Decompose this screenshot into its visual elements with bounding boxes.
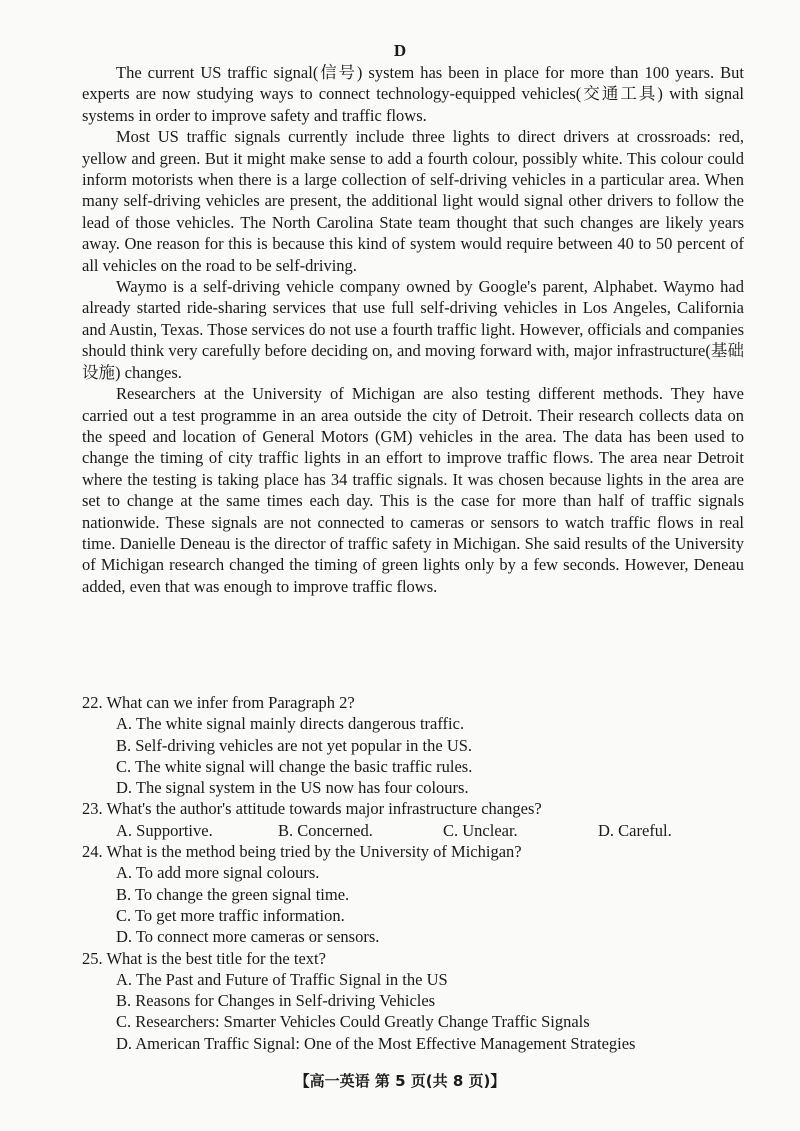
question-24	[82, 841, 762, 947]
option-a: A. To add more signal colours.	[116, 863, 320, 883]
options-row	[116, 820, 762, 841]
option-b: B. Self-driving vehicles are not yet popular in the US.	[116, 735, 473, 755]
question-23	[82, 798, 762, 841]
option-d: D. The signal system in the US now has four colours.	[116, 778, 469, 798]
section-label: D	[393, 41, 407, 60]
passage-paragraph-1: The current US traffic signal(信号) system has been in place for more than 100 years. But experts are now studying ways to connect technology-equipped vehicles(交通工具) with signal systems in order to improve safety and traffic flows.	[82, 63, 744, 125]
option-a: A. The white signal mainly directs dangerous traffic.	[116, 714, 465, 734]
option-b: B. To change the green signal time.	[116, 884, 350, 904]
question-stem: 24. What is the method being tried by the University of Michigan?	[82, 842, 522, 862]
page-footer: 【高一英语 第 5 页(共 8 页)】	[294, 1072, 506, 1090]
option-a: A. Supportive.	[116, 820, 213, 840]
reading-passage	[82, 62, 744, 597]
option-b: B. Concerned.	[278, 820, 373, 840]
question-25	[82, 948, 762, 1054]
passage-paragraph-4: Researchers at the University of Michigan are also testing different methods. They have carried out a test programme in an area outside the city of Detroit. Their research collects data on the speed and location of General Motors (GM) vehicles in the area. The data has been used to change the timing of city traffic lights in an effort to improve traffic flows. The area near Detroit where the testing is taking place has 34 traffic signals. It was chosen because lights in the area are set to change at the same times each day. This is the case for more than half of traffic signals nationwide. These signals are not connected to cameras or sensors to watch traffic flows in real time. Danielle Deneau is the director of traffic safety in Michigan. She said results of the University of Michigan research changed the timing of green lights only by a few seconds. However, Deneau added, even that was enough to improve traffic flows.	[82, 384, 744, 596]
option-b: B. Reasons for Changes in Self-driving Vehicles	[116, 991, 436, 1011]
question-22	[82, 692, 762, 798]
option-d: D. To connect more cameras or sensors.	[116, 927, 380, 947]
question-stem: 23. What's the author's attitude towards major infrastructure changes?	[82, 799, 542, 819]
option-c: C. Unclear.	[443, 820, 518, 840]
option-a: A. The Past and Future of Traffic Signal in the US	[116, 969, 448, 989]
passage-paragraph-2: Most US traffic signals currently include three lights to direct drivers at crossroads: red, yellow and green. But it might make sense to add a fourth colour, possibly white. This colour could inform motorists when there is a large collection of self-driving vehicles in a particular area. When many self-driving vehicles are present, the additional light would signal other drivers to follow the lead of those vehicles. The North Carolina State team thought that such changes are likely years away. One reason for this is because this kind of system would require between 40 to 50 percent of all vehicles on the road to be self-driving.	[82, 127, 744, 275]
option-d: D. American Traffic Signal: One of the Most Effective Management Strategies	[116, 1033, 636, 1053]
option-d: D. Careful.	[598, 820, 672, 840]
option-c: C. Researchers: Smarter Vehicles Could Greatly Change Traffic Signals	[116, 1012, 590, 1032]
option-c: C. To get more traffic information.	[116, 905, 345, 925]
question-stem: 22. What can we infer from Paragraph 2?	[82, 693, 355, 712]
question-list	[82, 692, 762, 1054]
option-c: C. The white signal will change the basic traffic rules.	[116, 756, 473, 776]
question-stem: 25. What is the best title for the text?	[82, 948, 326, 968]
passage-paragraph-3: Waymo is a self-driving vehicle company owned by Google's parent, Alphabet. Waymo had already started ride-sharing services that use full self-driving vehicles in Los Angeles, California and Austin, Texas. Those services do not use a fourth traffic light. However, officials and companies should think very carefully before deciding on, and moving forward with, major infrastructure(基础设施) changes.	[82, 277, 744, 382]
